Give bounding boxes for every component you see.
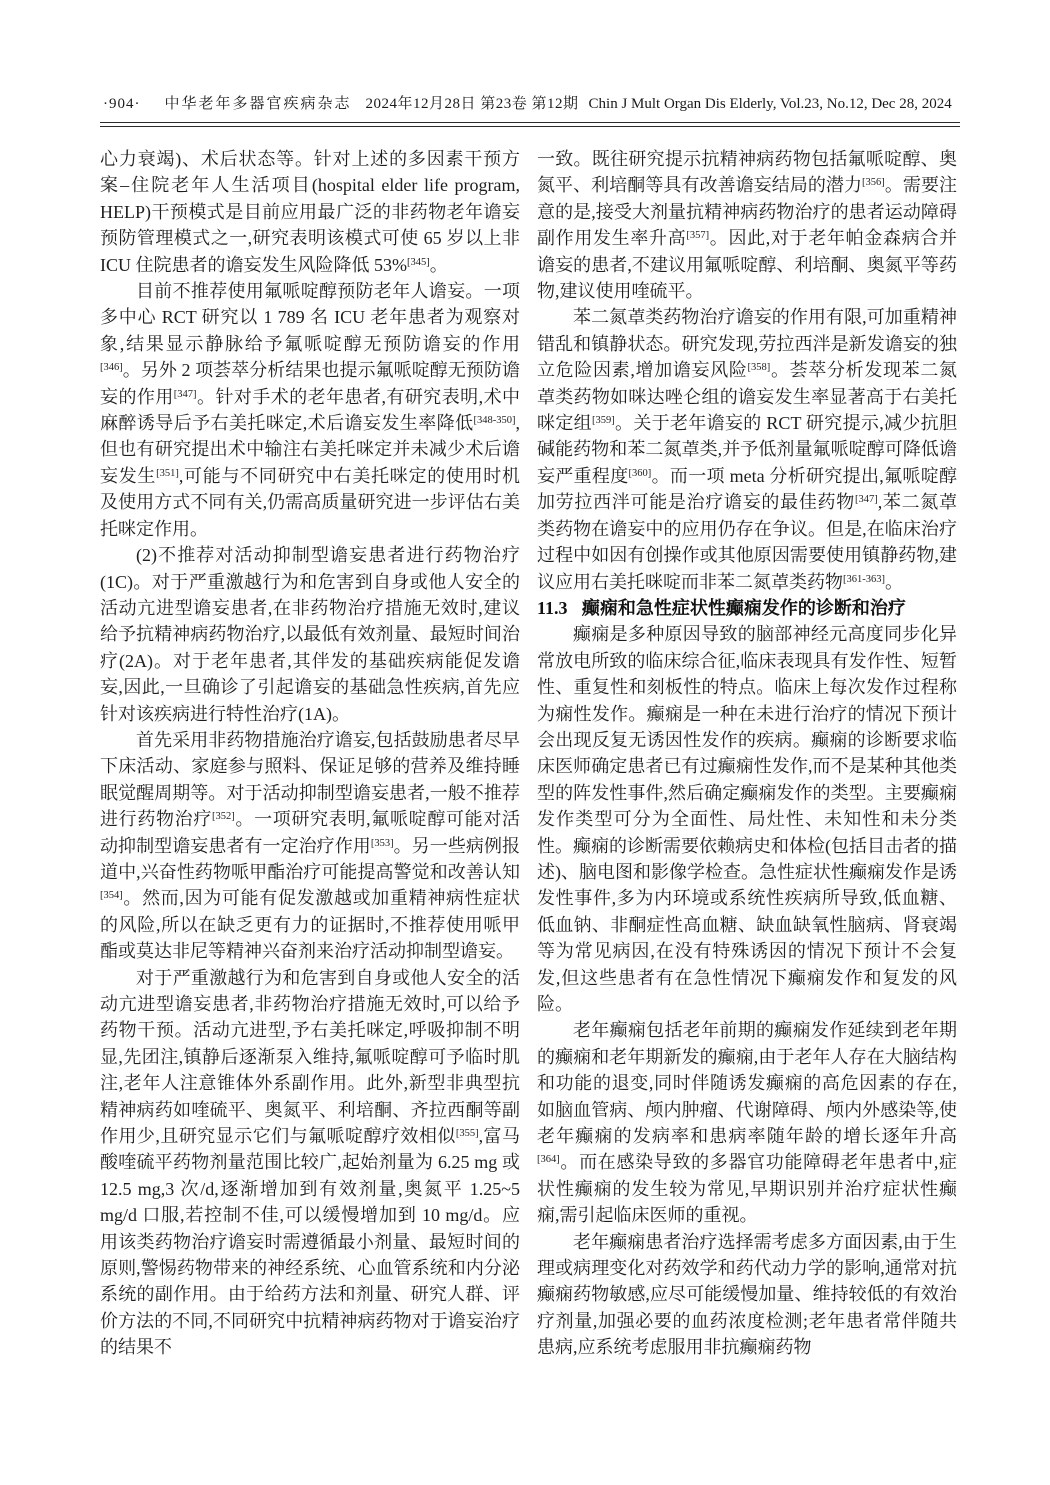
reference-superscript: [347]	[854, 494, 878, 506]
journal-citation-en: Chin J Mult Organ Dis Elderly, Vol.23, No.12, Dec 28, 2024	[588, 96, 952, 112]
paragraph: 老年癫痫患者治疗选择需考虑多方面因素,由于生理或病理变化对药效学和药代动力学的影响,通常对抗癫痫药物敏感,应尽可能缓慢加量、维持较低的有效治疗剂量,加强必要的血药浓度检测;老年患者常伴随共患病,应系统考虑服用非抗癫痫药物	[537, 1231, 957, 1358]
paragraph: 目前不推荐使用氟哌啶醇预防老年人谵妄。一项多中心 RCT 研究以 1 789 名 ICU 老年患者为观察对象,结果显示静脉给予氟哌啶醇无预防谵妄的作用[346]。另外 2 项荟萃分析结果也提示氟哌啶醇无预防谵妄的作用[347]。针对手术的老年患者,有研究表明,术中麻醉诱导后予右美托咪定,术后谵妄发生率降低[348-350],但也有研究提出术中输注右美托咪定并未减少术后谵妄发生[351],可能与不同研究中右美托咪定的使用时机及使用方式不同有关,仍需高质量研究进一步评估右美托咪定作用。	[100, 281, 521, 539]
issue-info-cn: 2024年12月28日 第23卷 第12期	[365, 96, 579, 112]
reference-superscript: [354]	[100, 890, 123, 902]
paragraph: (2)不推荐对活动抑制型谵妄患者进行药物治疗(1C)。对于严重激越行为和危害到自身或他人安全的活动亢进型谵妄患者,在非药物治疗措施无效时,建议给予抗精神病药物治疗,以最低有效剂量、最短时间治疗(2A)。对于老年患者,其伴发的基础疾病能促发谵妄,因此,一旦确诊了引起谵妄的基础急性疾病,首先应针对该疾病进行特性治疗(1A)。	[100, 545, 520, 724]
paragraph: 心力衰竭)、术后状态等。针对上述的多因素干预方案–住院老年人生活项目(hospital elder life program, HELP)干预模式是目前应用最广泛的非药物老年谵妄预防管理模式之一,研究表明该模式可使 65 岁以上非 ICU 住院患者的谵妄发生风险降低 53%[345]。	[100, 149, 520, 275]
article-body	[100, 146, 957, 1361]
paragraph: 首先采用非药物措施治疗谵妄,包括鼓励患者尽早下床活动、家庭参与照料、保证足够的营养及维持睡眠觉醒周期等。对于活动抑制型谵妄患者,一般不推荐进行药物治疗[352]。一项研究表明,氟哌啶醇可能对活动抑制型谵妄患者有一定治疗作用[353]。另一些病例报道中,兴奋性药物哌甲酯治疗可能提高警觉和改善认知[354]。然而,因为可能有促发激越或加重精神病性症状的风险,所以在缺乏更有力的证据时,不推荐使用哌甲酯或莫达非尼等精神兴奋剂来治疗活动抑制型谵妄。	[100, 729, 521, 962]
paragraph: 癫痫是多种原因导致的脑部神经元高度同步化异常放电所致的临床综合征,临床表现具有发作性、短暂性、重复性和刻板性的特点。临床上每次发作过程称为痫性发作。癫痫是一种在未进行治疗的情况下预计会出现反复无诱因性发作的疾病。癫痫的诊断要求临床医师确定患者已有过癫痫性发作,而不是某种其他类型的阵发性事件,然后确定癫痫发作的类型。主要癫痫发作类型可分为全面性、局灶性、未知性和未分类性。癫痫的诊断需要依赖病史和体检(包括目击者的描述)、脑电图和影像学检查。急性症状性癫痫发作是诱发性事件,多为内环境或系统性疾病所导致,低血糖、低血钠、非酮症性高血糖、缺血缺氧性脑病、肾衰竭等为常见病因,在没有特殊诱因的情况下预计不会复发,但这些患者有在急性情况下癫痫发作和复发的风险。	[537, 624, 957, 1014]
paragraph: 对于严重激越行为和危害到自身或他人安全的活动亢进型谵妄患者,非药物治疗措施无效时,可以给予药物干预。活动亢进型,予右美托咪定,呼吸抑制不明显,先团注,镇静后逐渐泵入维持,氟哌啶醇可予临时肌注,老年人注意锥体外系副作用。此外,新型非典型抗精神病药如喹硫平、奥氮平、利培酮、齐拉西酮等副作用少,且研究显示它们与氟哌啶醇疗效相似[355],富马酸喹硫平药物剂量范围比较广,起始剂量为 6.25 mg 或 12.5 mg,3 次/d,逐渐增加到有效剂量,奥氮平 1.25~5 mg/d 口服,若控制不佳,可以缓慢增加到 10 mg/d。应用该类药物治疗谵妄时需遵循最小剂量、最短时间的原则,警惕药物带来的神经系统、心血管系统和内分泌系统的副作用。由于给药方法和剂量、研究人群、评价方法的不同,不同研究中抗精神病药物对于谵妄治疗的结果不	[100, 967, 521, 1358]
reference-superscript: [359]	[591, 415, 615, 427]
journal-title-cn: 中华老年多器官疾病杂志	[164, 96, 352, 112]
paragraph: 一致。既往研究提示抗精神病药物包括氟哌啶醇、奥氮平、利培酮等具有改善谵妄结局的潜力[356]。需要注意的是,接受大剂量抗精神病药物治疗的患者运动障碍副作用发生率升高[357]。因此,对于老年帕金森病合并谵妄的患者,不建议用氟哌啶醇、利培酮、奥氮平等药物,建议使用喹硫平。	[537, 149, 958, 302]
reference-superscript: [356]	[862, 177, 885, 189]
reference-superscript: [347]	[173, 388, 197, 400]
reference-superscript: [346]	[100, 362, 123, 374]
reference-superscript: [361-363]	[843, 573, 885, 585]
paragraph: 老年癫痫包括老年前期的癫痫发作延续到老年期的癫痫和老年期新发的癫痫,由于老年人存在大脑结构和功能的退变,同时伴随诱发癫痫的高危因素的存在,如脑血管病、颅内肿瘤、代谢障碍、颅内外感染等,使老年癫痫的发病率和患病率随年龄的增长逐年升高[364]。而在感染导致的多器官功能障碍老年患者中,症状性癫痫的发生较为常见,早期识别并治疗症状性癫痫,需引起临床医师的重视。	[537, 1020, 957, 1226]
reference-superscript: [353]	[370, 837, 394, 849]
reference-superscript: [364]	[537, 1154, 560, 1166]
reference-superscript: [348-350]	[473, 415, 516, 427]
reference-superscript: [355]	[455, 1128, 479, 1140]
page-number: ·904·	[103, 96, 141, 112]
reference-superscript: [345]	[407, 256, 430, 268]
section-heading	[537, 595, 957, 621]
left-column	[100, 146, 520, 1361]
reference-superscript: [358]	[747, 362, 771, 374]
section-title: 癫痫和急性症状性癫痫发作的诊断和治疗	[581, 597, 906, 618]
reference-superscript: [352]	[212, 811, 235, 823]
reference-superscript: [351]	[156, 467, 179, 479]
reference-superscript: [360]	[628, 467, 652, 479]
section-number: 11.3	[537, 597, 568, 618]
paragraph: 苯二氮䓬类药物治疗谵妄的作用有限,可加重精神错乱和镇静状态。研究发现,劳拉西泮是新发谵妄的独立危险因素,增加谵妄风险[358]。荟萃分析发现苯二氮䓬类药物如咪达唑仑组的谵妄发生率显著高于右美托咪定组[359]。关于老年谵妄的 RCT 研究提示,减少抗胆碱能药物和苯二氮䓬类,并予低剂量氟哌啶醇可降低谵妄严重程度[360]。而一项 meta 分析研究提出,氟哌啶醇加劳拉西泮可能是治疗谵妄的最佳药物[347],苯二氮䓬类药物在谵妄中的应用仍存在争议。但是,在临床治疗过程中如因有创操作或其他原因需要使用镇静药物,建议应用右美托咪啶而非苯二氮䓬类药物[361-363]。	[537, 307, 958, 592]
page-header	[103, 92, 957, 113]
right-column	[537, 146, 957, 1361]
reference-superscript: [357]	[686, 230, 710, 242]
header-double-rule	[100, 122, 960, 127]
